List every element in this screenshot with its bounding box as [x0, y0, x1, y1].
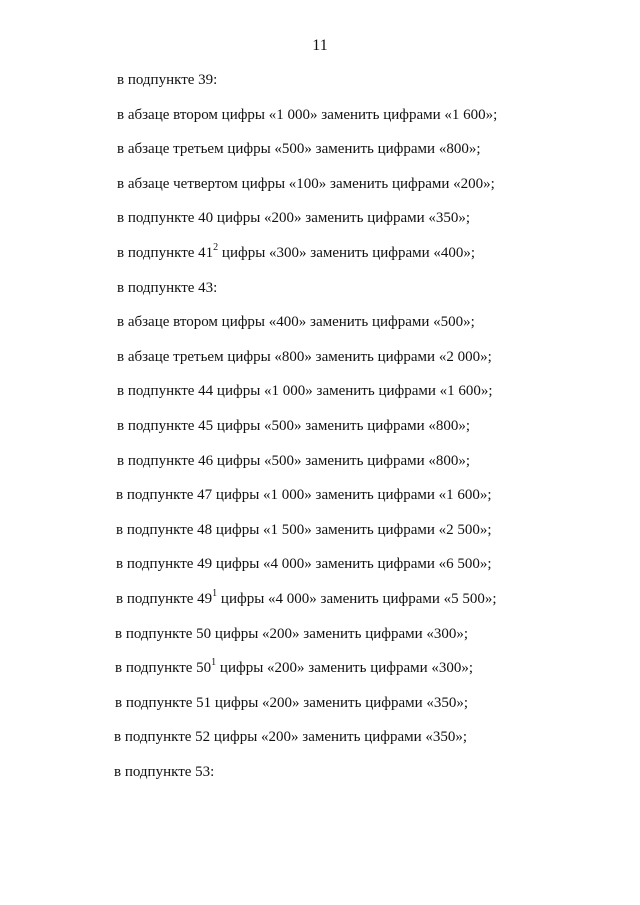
text-line: в подпункте 43:	[117, 280, 218, 296]
superscript: 1	[212, 588, 218, 599]
text-line: в подпункте 44 цифры «1 000» заменить цифрами «1 600»;	[117, 383, 493, 399]
text-line: в подпункте 49 цифры «4 000» заменить цифрами «6 500»;	[116, 556, 492, 572]
text-line: в абзаце втором цифры «1 000» заменить цифрами «1 600»;	[117, 107, 498, 123]
text-line: в подпункте 46 цифры «500» заменить цифрами «800»;	[117, 453, 471, 469]
text-line: в подпункте 53:	[114, 764, 215, 780]
text-line: в подпункте 50 цифры «200» заменить цифрами «300»;	[115, 626, 469, 642]
text-line: в абзаце втором цифры «400» заменить цифрами «500»;	[117, 314, 475, 330]
text-line: в подпункте 47 цифры «1 000» заменить цифрами «1 600»;	[116, 487, 492, 503]
text-line: в подпункте 51 цифры «200» заменить цифрами «350»;	[115, 695, 469, 711]
superscript: 2	[213, 242, 219, 253]
text-line: в подпункте 45 цифры «500» заменить цифрами «800»;	[117, 418, 471, 434]
page-number: 11	[312, 37, 328, 54]
text-line: в подпункте $50^1$ цифры «200» заменить цифрами «300»;	[115, 657, 474, 676]
text-line: в подпункте 48 цифры «1 500» заменить цифрами «2 500»;	[116, 522, 492, 538]
text-line: в абзаце четвертом цифры «100» заменить цифрами «200»;	[117, 176, 495, 192]
text-line: в подпункте 52 цифры «200» заменить цифрами «350»;	[114, 729, 468, 745]
text-line: в подпункте 39:	[117, 72, 218, 88]
text-line: в подпункте 40 цифры «200» заменить цифрами «350»;	[117, 210, 471, 226]
superscript: 1	[211, 657, 217, 668]
text-line: в подпункте $41^2$ цифры «300» заменить цифрами «400»;	[117, 242, 476, 261]
text-line: в абзаце третьем цифры «500» заменить цифрами «800»;	[117, 141, 481, 157]
text-line: в абзаце третьем цифры «800» заменить цифрами «2 000»;	[117, 349, 492, 365]
text-line: в подпункте $49^1$ цифры «4 000» заменить цифрами «5 500»;	[116, 588, 497, 607]
